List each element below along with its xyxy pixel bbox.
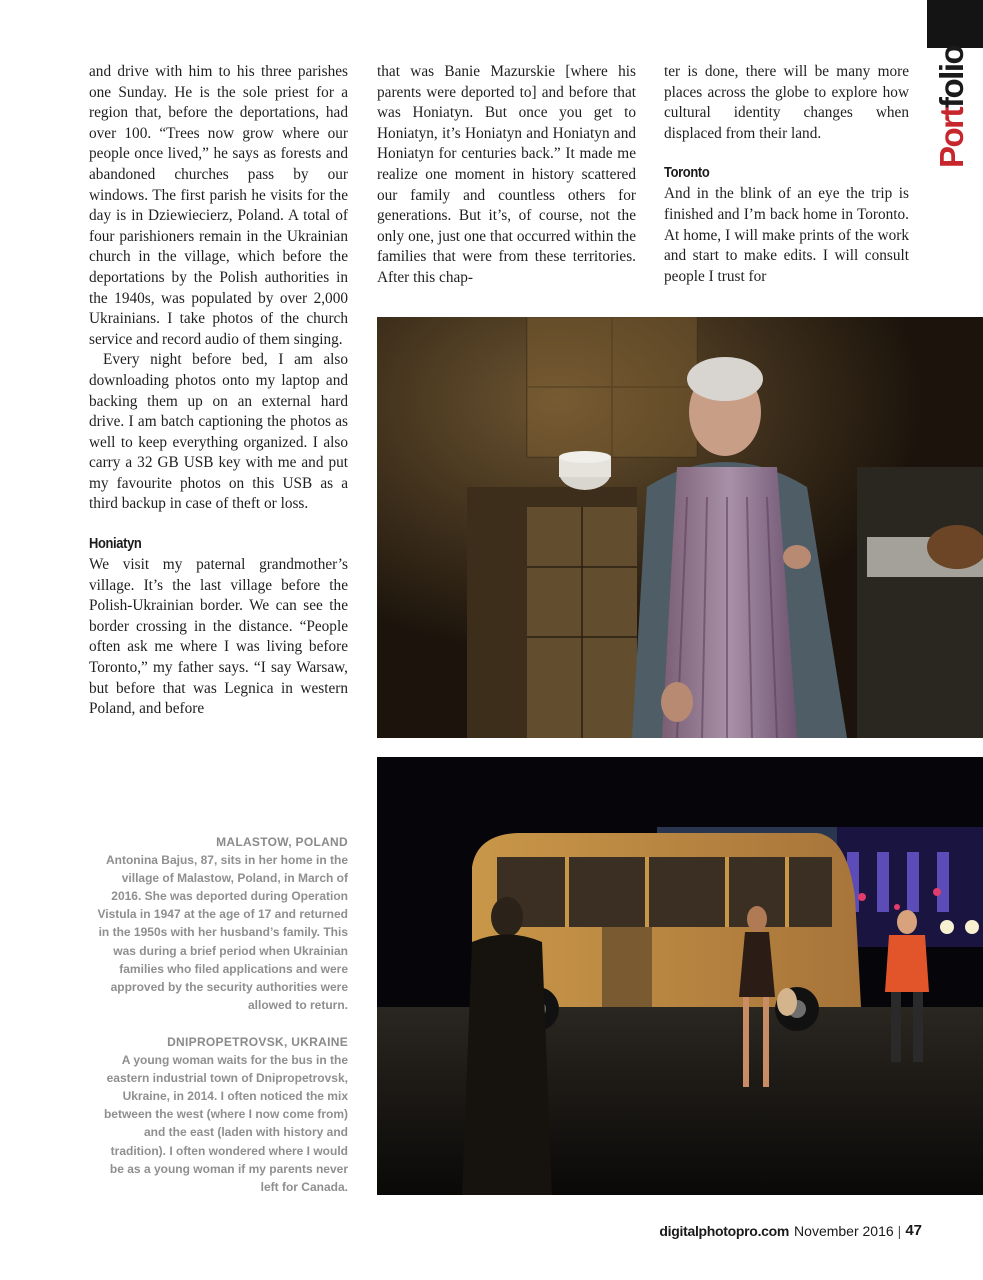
photo-night-bus-image [377, 757, 983, 1195]
caption-location: DNIPROPETROVSK, UKRAINE [167, 1035, 348, 1049]
photo-elderly-woman [377, 317, 983, 738]
footer-separator: | [897, 1222, 902, 1239]
article-column-1 [89, 62, 348, 720]
page-footer [659, 1222, 922, 1239]
page-number: 47 [905, 1222, 922, 1239]
article-column-2 [377, 62, 636, 289]
paragraph: And in the blink of an eye the trip is finished and I’m back home in Toronto. At home, I will make prints of the work and start to make edits. I will consult people I trust for [664, 185, 909, 285]
section-label: Portfolio [933, 45, 970, 168]
photo-caption-dnipropetrovsk [96, 1033, 348, 1196]
section-heading-toronto: Toronto [664, 164, 710, 182]
caption-text: Antonina Bajus, 87, sits in her home in the village of Malastow, Poland, in March of 2016. She was deported during Operation Vistula in 1947 at the age of 17 and returned in the 1950s with her husband’s family. This was during a brief period when Ukrainian families who filed applications and were approved by the security authorities were allowed to return. [97, 853, 348, 1012]
section-tab-block [927, 0, 983, 48]
caption-location: MALASTOW, POLAND [216, 835, 348, 849]
footer-issue: November 2016 [794, 1222, 894, 1239]
photo-elderly-woman-image [377, 317, 983, 738]
footer-site: digitalphotopro.com [659, 1222, 790, 1239]
section-tab [927, 0, 983, 175]
section-heading-honiatyn: Honiatyn [89, 535, 142, 553]
caption-text: A young woman waits for the bus in the eastern industrial town of Dnipropetrovsk, Ukraine, in 2014. I often noticed the mix between the west (where I now come from) and the east (laden with history and tradition). I often wondered where I would be as a young woman if my parents never left for Canada. [103, 1053, 348, 1194]
paragraph: ter is done, there will be many more places across the globe to explore how cultural identity changes when displaced from their land. [664, 63, 909, 142]
photo-caption-malastow [96, 833, 348, 1014]
paragraph: that was Banie Mazurskie [where his parents were deported to] and before that was Honiatyn. But once you get to Honiatyn, it’s Honiatyn and Honiatyn and Honiatyn for centuries back.” It made me realize one moment in history scattered our family and countless others for generations. But it’s, of course, not the only one, just one that occurred within the families that were from these territories. After this chap- [377, 63, 636, 286]
photo-night-bus [377, 757, 983, 1195]
paragraph: and drive with him to his three parishes one Sunday. He is the sole priest for a region that, before the deportations, had over 100. “Trees now grow where our people once lived,” he says as forests and abandoned churches pass by our windows. The first parish he visits for the day is in Dziewiecierz, Poland. A total of four parishioners remain in the Ukrainian church in the village, which before the deportations by the Polish authorities in the 1940s, was populated by over 2,000 Ukrainians. I take photos of the church service and record audio of them singing. [89, 63, 348, 348]
paragraph: Every night before bed, I am also downloading photos onto my laptop and backing them up on an external hard drive. I am batch captioning the photos as well to keep everything organized. I also carry a 32 GB USB key with me and put my favourite photos on this USB as a third backup in case of theft or loss. [89, 351, 348, 513]
paragraph: We visit my paternal grandmother’s village. It’s the last village before the Polish-Ukrainian border. We can see the border crossing in the distance. “People often ask me where I was living before Toronto,” my father says. “I say Warsaw, but before that was Legnica in western Poland, and before [89, 556, 348, 718]
article-column-3 [664, 62, 909, 287]
